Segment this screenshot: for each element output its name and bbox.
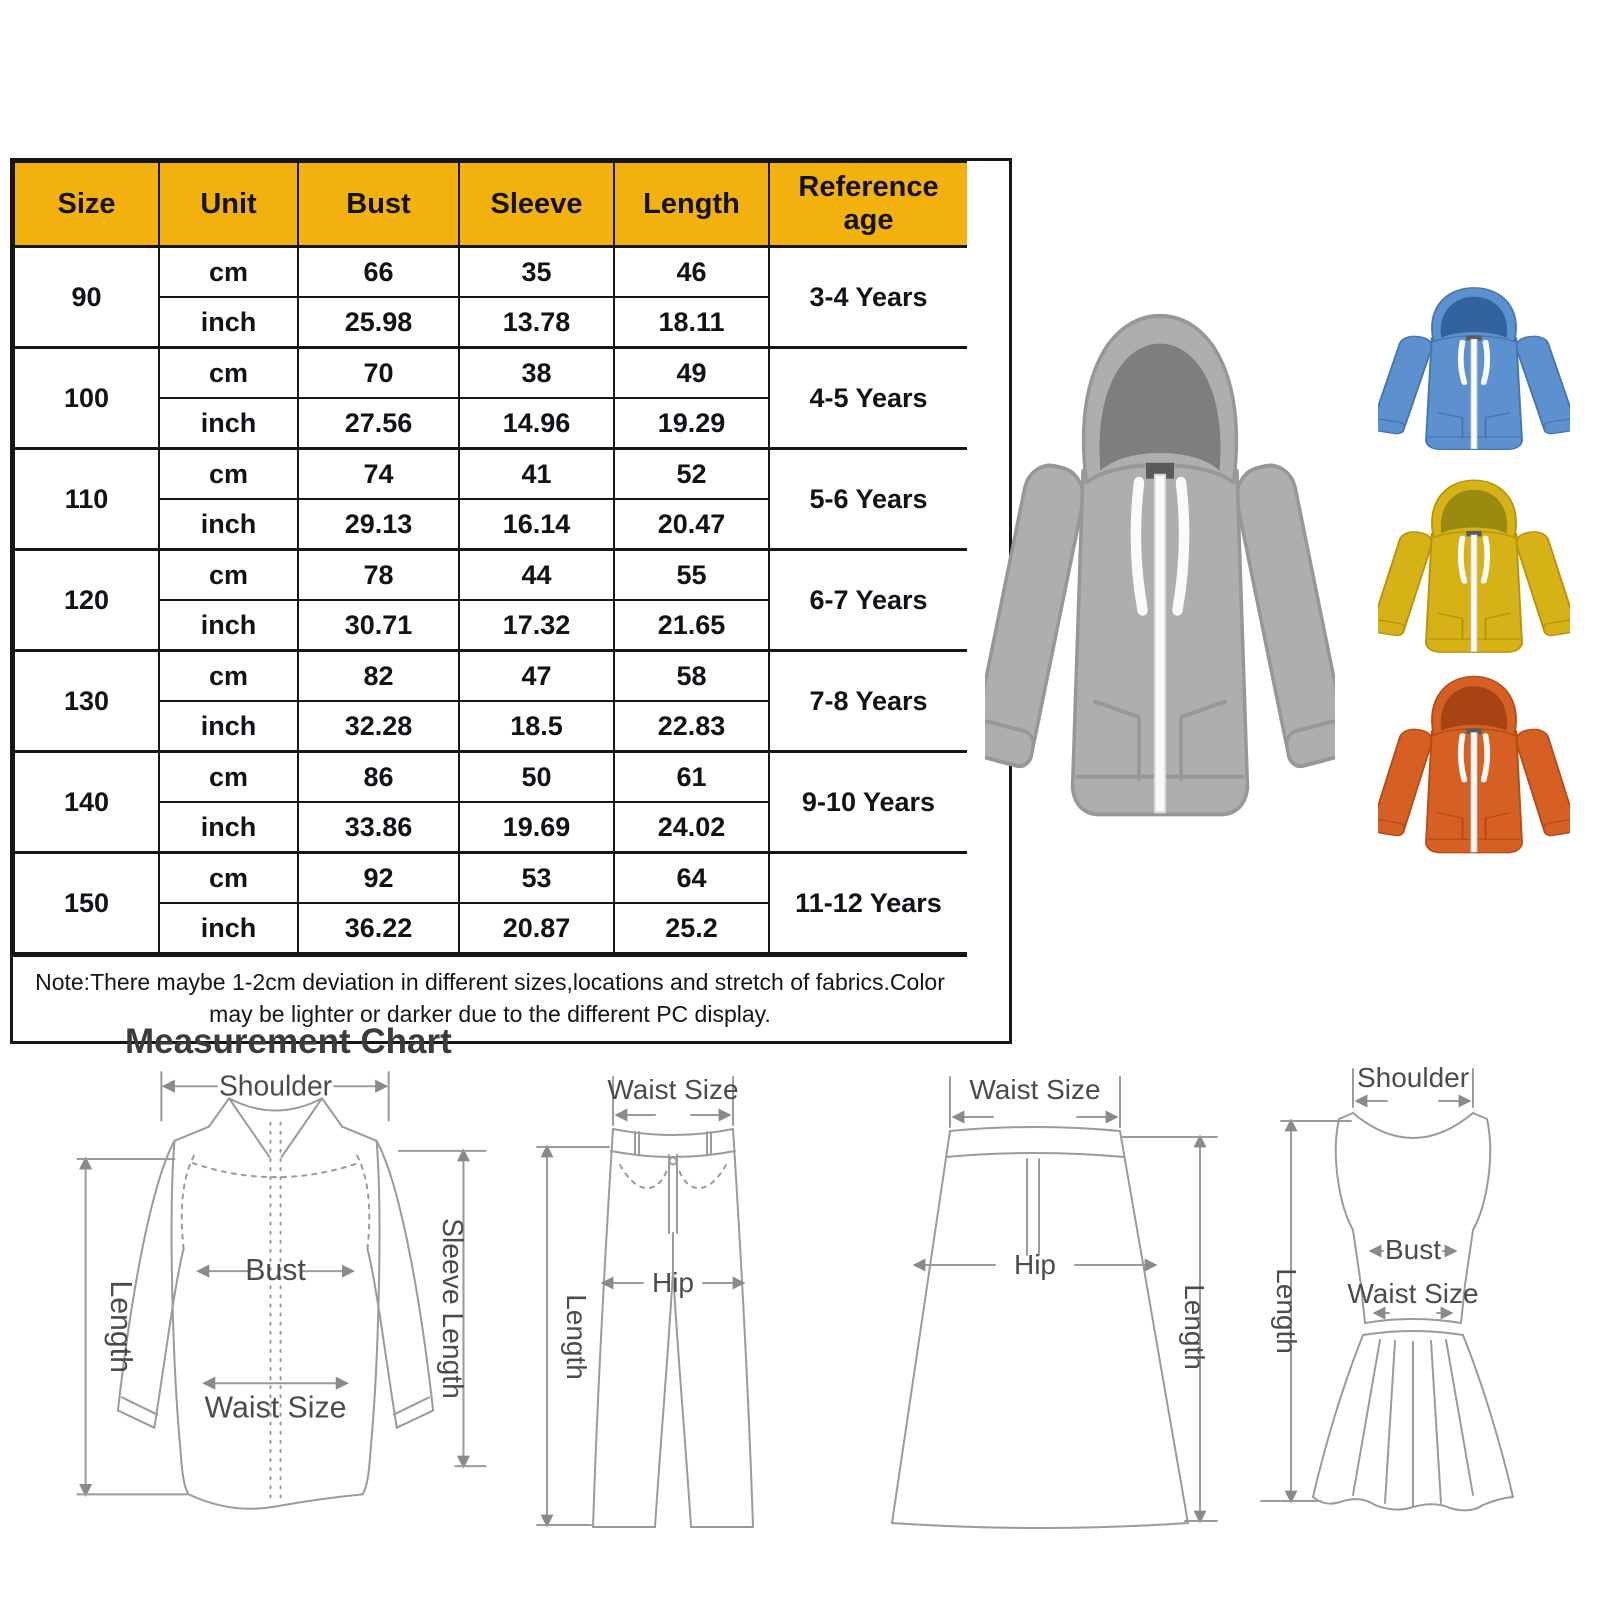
orange-hoodie-image [1378, 668, 1570, 873]
sleeve-cm-cell: 50 [459, 752, 614, 803]
shirt-shoulder-label: Shoulder [218, 1069, 333, 1102]
dress-measurement-diagram [1225, 1055, 1590, 1555]
unit-inch-cell: inch [159, 802, 298, 853]
skirt-measurement-diagram [855, 1055, 1225, 1555]
shirt-bust-label: Bust [245, 1254, 306, 1288]
orange-hoodie-graphic [1378, 668, 1570, 873]
bust-inch-cell: 36.22 [298, 903, 459, 953]
col-header-sleeve: Sleeve [459, 162, 614, 247]
sleeve-inch-cell: 14.96 [459, 398, 614, 449]
length-cm-cell: 58 [614, 651, 769, 702]
dress-length-label: Length [1271, 1268, 1302, 1354]
bust-inch-cell: 30.71 [298, 600, 459, 651]
reference-age-cell: 3-4 Years [769, 247, 968, 348]
dress-bust-label: Bust [1384, 1234, 1442, 1265]
sleeve-inch-cell: 20.87 [459, 903, 614, 953]
size-table-note: Note:There maybe 1-2cm deviation in different sizes,locations and stretch of fabrics.Color may be lighter or darker due to the different PC display. [13, 954, 967, 1041]
size-row-cm [14, 449, 968, 500]
size-table-body [14, 247, 968, 954]
size-row-cm [14, 348, 968, 399]
bust-cm-cell: 74 [298, 449, 459, 500]
size-value-cell: 110 [14, 449, 159, 550]
unit-inch-cell: inch [159, 903, 298, 953]
size-table-header-row [14, 162, 968, 247]
bust-inch-cell: 27.56 [298, 398, 459, 449]
col-header-length: Length [614, 162, 769, 247]
size-value-cell: 150 [14, 853, 159, 954]
reference-age-cell: 7-8 Years [769, 651, 968, 752]
measurement-chart-title: Measurement Chart [125, 1022, 452, 1061]
skirt-waist-label: Waist Size [969, 1074, 1101, 1105]
grey-hoodie-image [985, 292, 1335, 872]
sleeve-inch-cell: 19.69 [459, 802, 614, 853]
length-inch-cell: 19.29 [614, 398, 769, 449]
shirt-waist-label: Waist Size [204, 1391, 347, 1425]
col-header-size: Size [14, 162, 159, 247]
length-inch-cell: 20.47 [614, 499, 769, 550]
shirt-measurement-diagram [55, 1062, 490, 1557]
unit-cm-cell: cm [159, 853, 298, 904]
bust-cm-cell: 92 [298, 853, 459, 904]
unit-inch-cell: inch [159, 701, 298, 752]
sleeve-cm-cell: 53 [459, 853, 614, 904]
length-cm-cell: 64 [614, 853, 769, 904]
length-inch-cell: 21.65 [614, 600, 769, 651]
length-cm-cell: 61 [614, 752, 769, 803]
dress-shoulder-label: Shoulder [1356, 1062, 1470, 1093]
pants-hip-label: Hip [651, 1267, 695, 1298]
reference-age-cell: 11-12 Years [769, 853, 968, 954]
reference-age-cell: 5-6 Years [769, 449, 968, 550]
length-cm-cell: 52 [614, 449, 769, 500]
yellow-hoodie-graphic [1378, 472, 1570, 672]
unit-cm-cell: cm [159, 651, 298, 702]
bust-inch-cell: 32.28 [298, 701, 459, 752]
sleeve-inch-cell: 13.78 [459, 297, 614, 348]
col-header-reference-age: Reference age [769, 162, 968, 247]
unit-cm-cell: cm [159, 550, 298, 601]
bust-cm-cell: 66 [298, 247, 459, 298]
reference-age-cell: 4-5 Years [769, 348, 968, 449]
blue-hoodie-image [1378, 280, 1570, 468]
bust-cm-cell: 70 [298, 348, 459, 399]
size-row-cm [14, 752, 968, 803]
unit-cm-cell: cm [159, 348, 298, 399]
size-row-cm [14, 550, 968, 601]
grey-hoodie-graphic [985, 292, 1335, 872]
length-cm-cell: 55 [614, 550, 769, 601]
sleeve-cm-cell: 41 [459, 449, 614, 500]
col-header-bust: Bust [298, 162, 459, 247]
size-row-cm [14, 651, 968, 702]
sleeve-cm-cell: 38 [459, 348, 614, 399]
size-value-cell: 90 [14, 247, 159, 348]
blue-hoodie-graphic [1378, 280, 1570, 468]
size-row-cm [14, 853, 968, 904]
unit-cm-cell: cm [159, 247, 298, 298]
size-table [13, 161, 969, 954]
sleeve-cm-cell: 44 [459, 550, 614, 601]
sleeve-inch-cell: 17.32 [459, 600, 614, 651]
skirt-length-label: Length [1179, 1284, 1210, 1370]
bust-cm-cell: 82 [298, 651, 459, 702]
shirt-length-label: Length [103, 1280, 137, 1374]
sleeve-cm-cell: 35 [459, 247, 614, 298]
sleeve-cm-cell: 47 [459, 651, 614, 702]
size-row-cm [14, 247, 968, 298]
unit-inch-cell: inch [159, 499, 298, 550]
unit-inch-cell: inch [159, 398, 298, 449]
length-inch-cell: 22.83 [614, 701, 769, 752]
bust-cm-cell: 86 [298, 752, 459, 803]
sleeve-inch-cell: 18.5 [459, 701, 614, 752]
length-inch-cell: 18.11 [614, 297, 769, 348]
unit-cm-cell: cm [159, 449, 298, 500]
size-value-cell: 100 [14, 348, 159, 449]
size-value-cell: 120 [14, 550, 159, 651]
size-value-cell: 130 [14, 651, 159, 752]
length-cm-cell: 46 [614, 247, 769, 298]
bust-inch-cell: 33.86 [298, 802, 459, 853]
unit-inch-cell: inch [159, 600, 298, 651]
reference-age-cell: 6-7 Years [769, 550, 968, 651]
unit-inch-cell: inch [159, 297, 298, 348]
unit-cm-cell: cm [159, 752, 298, 803]
shirt-sleeve-length-label: Sleeve Length [437, 1218, 470, 1399]
reference-age-cell: 9-10 Years [769, 752, 968, 853]
pants-measurement-diagram [505, 1055, 835, 1555]
dress-waist-label: Waist Size [1347, 1278, 1479, 1309]
sleeve-inch-cell: 16.14 [459, 499, 614, 550]
length-inch-cell: 24.02 [614, 802, 769, 853]
size-table-section [10, 158, 970, 1044]
bust-inch-cell: 29.13 [298, 499, 459, 550]
col-header-unit: Unit [159, 162, 298, 247]
length-inch-cell: 25.2 [614, 903, 769, 953]
yellow-hoodie-image [1378, 472, 1570, 672]
size-value-cell: 140 [14, 752, 159, 853]
bust-inch-cell: 25.98 [298, 297, 459, 348]
pants-waist-label: Waist Size [607, 1074, 739, 1105]
skirt-hip-label: Hip [1013, 1249, 1057, 1280]
bust-cm-cell: 78 [298, 550, 459, 601]
pants-length-label: Length [561, 1294, 592, 1380]
length-cm-cell: 49 [614, 348, 769, 399]
